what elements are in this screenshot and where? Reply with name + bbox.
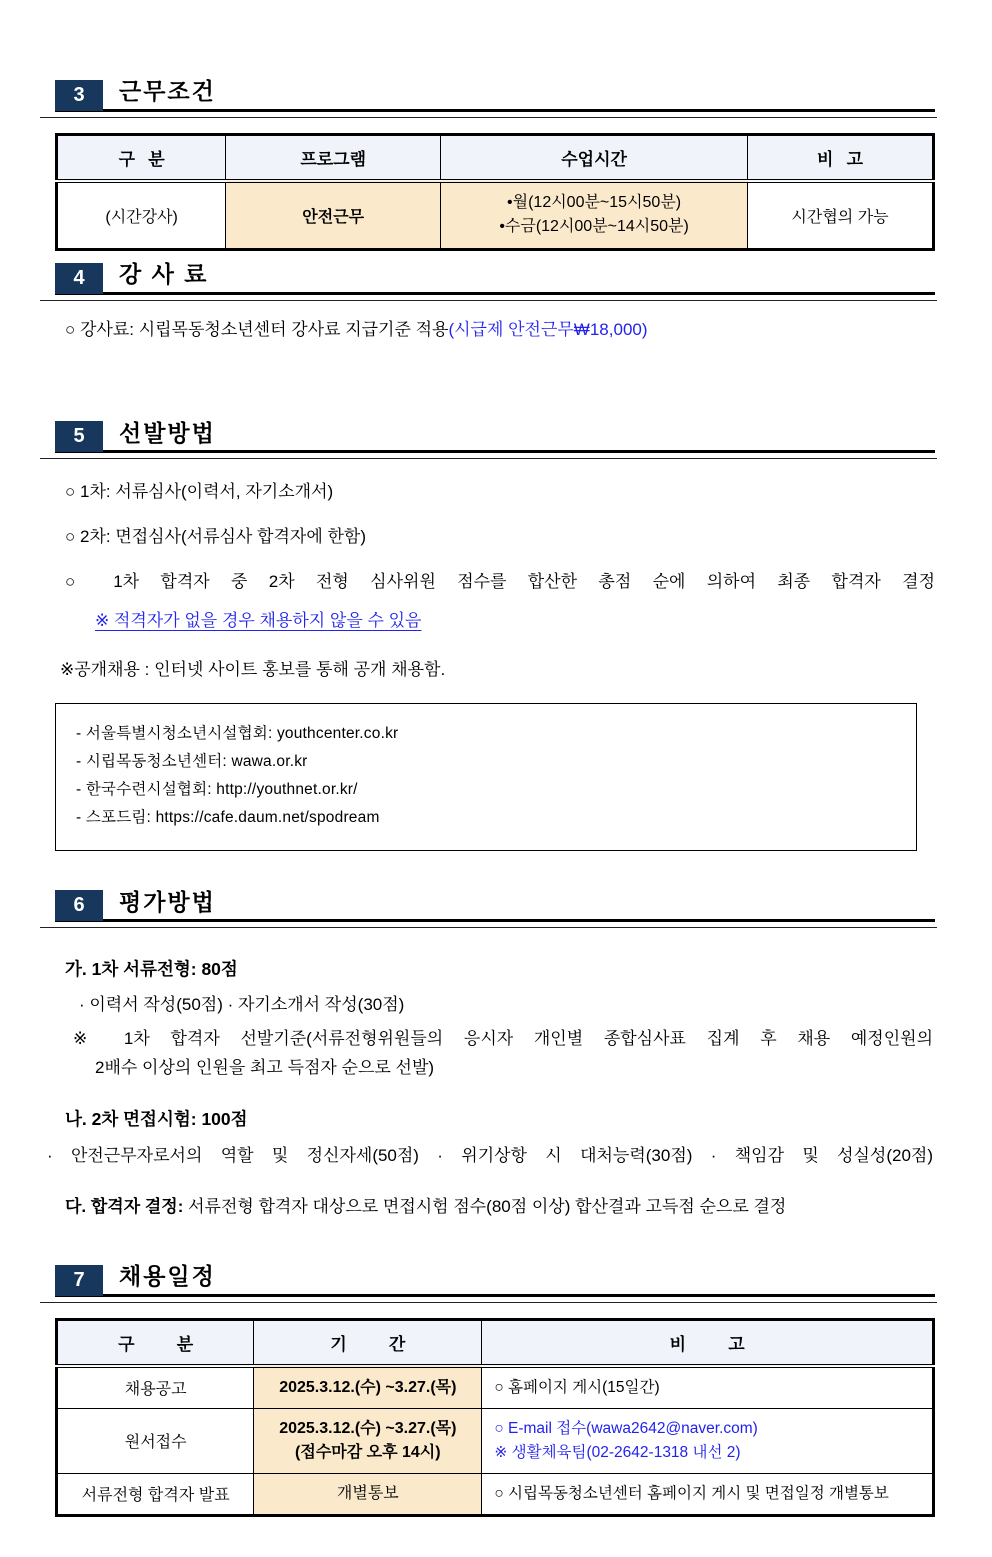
application-deadline: (접수마감 오후 14시): [295, 1443, 441, 1461]
section-5-number-badge: 5: [55, 421, 103, 452]
site-link-wawa: - 시립목동청소년센터: wawa.or.kr: [76, 752, 308, 770]
section-3-number-badge: 3: [55, 80, 103, 111]
no-hire-note: ※ 적격자가 없을 경우 채용하지 않을 수 있음: [95, 611, 422, 631]
cell-category: (시간강사): [57, 181, 226, 250]
selection-step-2: ○ 2차: 면접심사(서류심사 합격자에 한함): [65, 527, 366, 547]
fee-text: ○ 강사료: 시립목동청소년센터 강사료 지급기준 적용: [65, 319, 449, 339]
section-7-rule: [40, 1302, 937, 1303]
section-6-rule: [40, 927, 937, 928]
cell-remarks: ○ 홈페이지 게시(15일간): [482, 1366, 934, 1409]
section-4-title: 강 사 료: [119, 261, 209, 288]
schedule-header-row: [57, 1319, 934, 1366]
section-evaluation-method: [47, 888, 935, 1218]
fee-line: [65, 319, 935, 342]
selection-steps: [55, 481, 935, 594]
cell-remarks: ○ 시립목동청소년센터 홈페이지 게시 및 면접일정 개별통보: [482, 1473, 934, 1515]
col-header-category: 구 분: [57, 1319, 254, 1366]
schedule-row-result: [57, 1473, 934, 1515]
fee-amount-highlight: (시급제 안전근무₩18,000): [448, 319, 648, 339]
site-link-spodream: - 스포드림: https://cafe.daum.net/spodream: [76, 808, 380, 826]
cell-period: [254, 1408, 482, 1473]
table-row: [57, 181, 934, 250]
col-header-program: 프로그램: [226, 134, 441, 181]
section-4-number-badge: 4: [55, 263, 103, 294]
working-conditions-table: [55, 133, 935, 252]
section-6-title: 평가방법: [119, 888, 216, 915]
eval-final-decision-text: 서류전형 합격자 대상으로 면접시험 점수(80점 이상) 합산결과 고득점 순으로 결정: [183, 1197, 787, 1217]
selection-step-3: ○ 1차 합격자 중 2차 전형 심사위원 점수를 합산한 총점 순에 의하여 최종 합격자 결정: [65, 572, 935, 592]
eval-first-round-criteria-line2: 2배수 이상의 인원을 최고 득점자 순으로 선발): [95, 1058, 435, 1078]
cell-period: 2025.3.12.(수) ~3.27.(목): [254, 1366, 482, 1409]
table-header-row: [57, 134, 934, 181]
section-5-rule: [40, 458, 937, 459]
section-5-header: [55, 420, 935, 454]
cell-program: 안전근무: [226, 181, 441, 250]
eval-final-decision: [65, 1192, 935, 1217]
site-link-youthcenter: - 서울특별시청소년시설협회: youthcenter.co.kr: [76, 725, 399, 742]
cell-category: 서류전형 합격자 발표: [57, 1473, 254, 1515]
col-header-remarks: 비 고: [748, 134, 934, 181]
section-working-conditions: [55, 78, 935, 251]
section-4-rule: [40, 300, 937, 301]
section-7-header: [55, 1263, 935, 1297]
recruitment-sites-box: [55, 703, 917, 851]
class-time-wed-fri: •수금(12시00분~14시50분): [499, 218, 689, 236]
schedule-row-announcement: [57, 1366, 934, 1409]
site-link-youthnet: - 한국수련시설협회: http://youthnet.or.kr/: [76, 780, 358, 798]
eval-first-round-heading: 가. 1차 서류전형: 80점: [65, 959, 238, 980]
col-header-category: 구 분: [57, 134, 226, 181]
section-3-header: [55, 78, 935, 112]
section-selection-method: [55, 420, 935, 851]
recruitment-schedule-table: [55, 1318, 935, 1517]
section-7-title: 채용일정: [119, 1263, 216, 1290]
col-header-period: 기 간: [254, 1319, 482, 1366]
eval-first-round-criteria-line1: ※ 1차 합격자 선발기준(서류전형위원들의 응시자 개인별 종합심사표 집계 후 채용 예정인원의: [73, 1029, 933, 1049]
email-submission-note: ○ E-mail 접수(wawa2642@naver.com): [494, 1419, 758, 1437]
selection-step-1: ○ 1차: 서류심사(이력서, 자기소개서): [65, 482, 334, 502]
section-6-header: [55, 889, 935, 923]
cell-remarks: 시간협의 가능: [748, 181, 934, 250]
section-instructor-fee: [55, 261, 935, 342]
cell-category: 원서접수: [57, 1408, 254, 1473]
section-3-rule: [40, 117, 937, 118]
eval-second-round-detail: · 안전근무자로서의 역할 및 정신자세(50점) · 위기상항 시 대처능력(30점) · 책임감 및 성실성(20점): [47, 1146, 933, 1166]
section-4-header: [55, 261, 935, 295]
cell-category: 채용공고: [57, 1366, 254, 1409]
contact-phone-note: ※ 생활체육팀(02-2642-1318 내선 2): [494, 1443, 741, 1461]
col-header-class-time: 수업시간: [441, 134, 748, 181]
section-6-number-badge: 6: [55, 890, 103, 921]
section-7-number-badge: 7: [55, 1265, 103, 1296]
col-header-remarks: 비 고: [482, 1319, 934, 1366]
cell-remarks: [482, 1408, 934, 1473]
application-period-dates: 2025.3.12.(수) ~3.27.(목): [279, 1419, 457, 1437]
class-time-mon: •월(12시00분~15시50분): [507, 193, 682, 211]
cell-class-times: [441, 181, 748, 250]
cell-period: 개별통보: [254, 1473, 482, 1515]
eval-first-round-detail: · 이력서 작성(50점) · 자기소개서 작성(30점): [79, 995, 405, 1015]
section-3-title: 근무조건: [119, 78, 216, 104]
eval-final-decision-label: 다. 합격자 결정:: [65, 1197, 184, 1217]
section-recruitment-schedule: [55, 1263, 935, 1517]
schedule-row-application: [57, 1408, 934, 1473]
section-5-title: 선발방법: [119, 419, 216, 446]
open-recruitment-note: ※공개채용 : 인터넷 사이트 홍보를 통해 공개 채용함.: [60, 660, 446, 680]
eval-second-round-heading: 나. 2차 면접시험: 100점: [65, 1109, 248, 1130]
